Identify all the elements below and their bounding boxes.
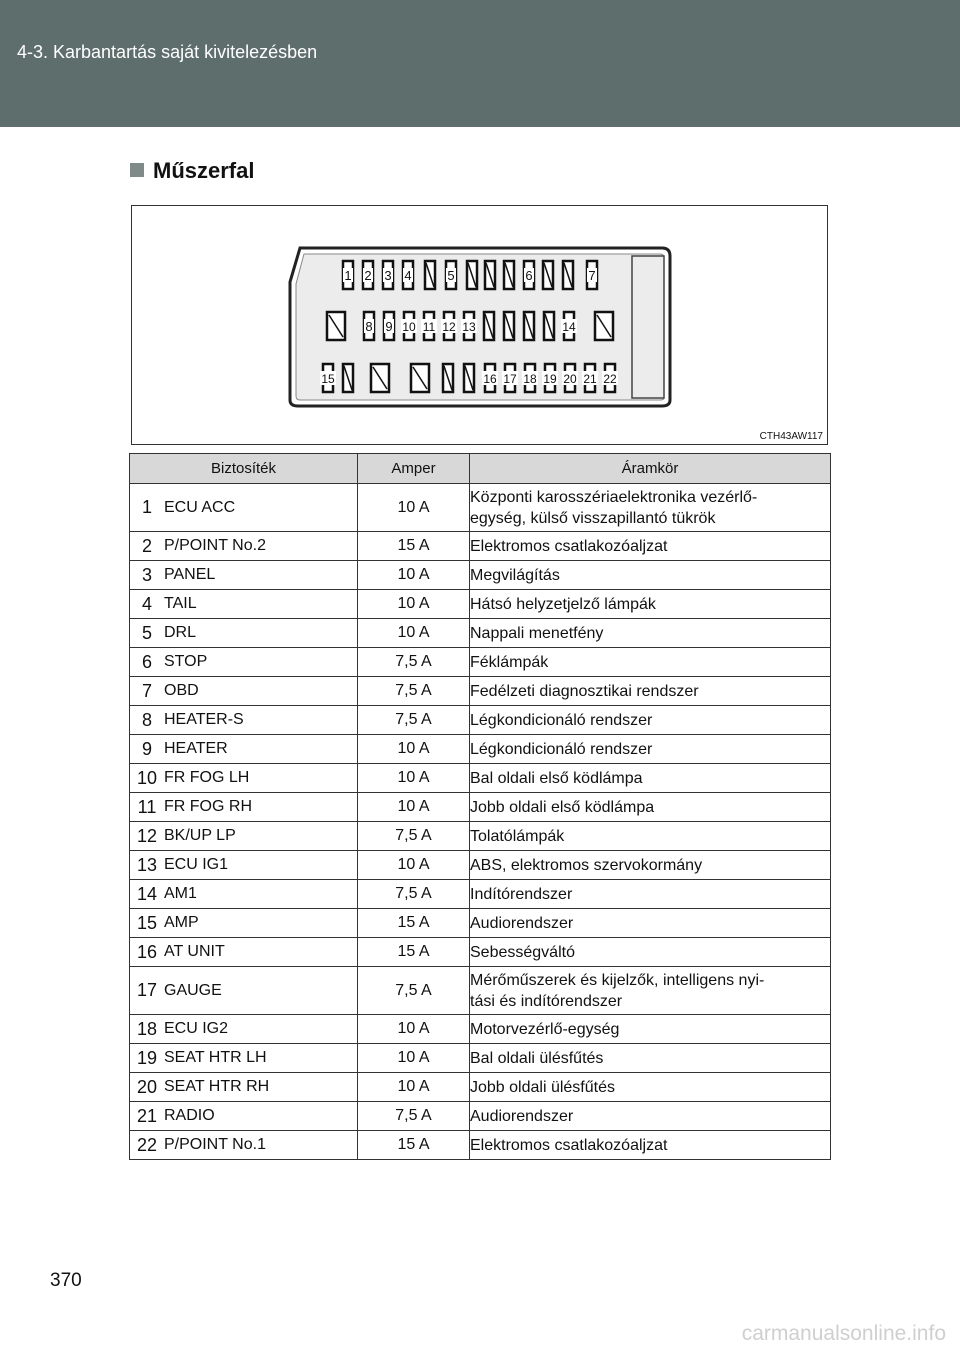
fuse-circuit: [470, 561, 831, 590]
circuit-line: Bal oldali ülésfűtés: [470, 1049, 604, 1067]
fuse-slot-label: 12: [442, 320, 456, 334]
table-row: [130, 938, 831, 967]
fuse-number: 11: [130, 793, 165, 822]
fuse-circuit: [470, 1044, 831, 1073]
column-header-circuit: Áramkör: [470, 454, 831, 484]
fuse-number: 13: [130, 851, 165, 880]
fuse-slot-label: 11: [422, 320, 436, 334]
circuit-line: Fedélzeti diagnosztikai rendszer: [470, 682, 699, 700]
fuse-slot-label: 13: [462, 320, 476, 334]
fuse-circuit: [470, 909, 831, 938]
fuse-amperage: 10 A: [358, 590, 470, 619]
circuit-line: Jobb oldali első ködlámpa: [470, 798, 655, 816]
watermark: carmanualsonline.info: [741, 1322, 946, 1345]
table-header-row: [130, 454, 831, 484]
fuse-slot-label: 18: [523, 372, 537, 386]
circuit-line: Audiorendszer: [470, 1107, 574, 1125]
fuse-table: [129, 453, 831, 1160]
fuse-name: FR FOG LH: [164, 764, 358, 793]
page-header: [0, 0, 960, 127]
fuse-slot-label: 3: [384, 268, 392, 283]
fuse-circuit: [470, 1131, 831, 1160]
fuse-circuit: [470, 590, 831, 619]
fuse-amperage: 7,5 A: [358, 648, 470, 677]
fuse-number: 14: [130, 880, 165, 909]
circuit-line: Elektromos csatlakozóaljzat: [470, 1136, 668, 1154]
table-row: [130, 484, 831, 532]
fuse-slot-label: 4: [404, 268, 412, 283]
circuit-line: Megvilágítás: [470, 566, 560, 584]
fuse-circuit: [470, 938, 831, 967]
table-row: [130, 590, 831, 619]
fuse-amperage: 10 A: [358, 1015, 470, 1044]
fuse-name: SEAT HTR LH: [164, 1044, 358, 1073]
fuse-number: 4: [130, 590, 165, 619]
square-bullet-icon: [130, 163, 144, 177]
fuse-circuit: [470, 532, 831, 561]
fuse-circuit: [470, 1102, 831, 1131]
table-row: [130, 793, 831, 822]
circuit-line: Bal oldali első ködlámpa: [470, 769, 643, 787]
page-number: 370: [50, 1270, 82, 1291]
fuse-amperage: 10 A: [358, 619, 470, 648]
fuse-slot-label: 20: [563, 372, 577, 386]
circuit-line: Nappali menetfény: [470, 624, 604, 642]
fuse-circuit: [470, 706, 831, 735]
fuse-circuit: [470, 967, 831, 1015]
fuse-slot-label: 17: [503, 372, 517, 386]
table-row: [130, 822, 831, 851]
fuse-amperage: 7,5 A: [358, 967, 470, 1015]
figure-code: CTH43AW117: [759, 431, 823, 442]
section-heading: [130, 158, 254, 184]
fuse-circuit: [470, 764, 831, 793]
column-header-fuse: Biztosíték: [130, 454, 358, 484]
circuit-line: Központi karosszériaelektronika vezérlő-: [470, 488, 758, 506]
fuse-circuit: [470, 880, 831, 909]
circuit-line: Mérőműszerek és kijelzők, intelligens nyi-: [470, 971, 765, 989]
table-row: [130, 880, 831, 909]
fuse-circuit: [470, 619, 831, 648]
fuse-number: 15: [130, 909, 165, 938]
fuse-circuit: [470, 1073, 831, 1102]
table-row: [130, 735, 831, 764]
fuse-name: ECU IG1: [164, 851, 358, 880]
fuse-slot-label: 5: [447, 268, 455, 283]
fuse-amperage: 10 A: [358, 561, 470, 590]
fuse-number: 10: [130, 764, 165, 793]
fuse-amperage: 7,5 A: [358, 880, 470, 909]
fuse-number: 21: [130, 1102, 165, 1131]
fuse-name: P/POINT No.1: [164, 1131, 358, 1160]
circuit-line: egység, külső visszapillantó tükrök: [470, 509, 716, 527]
table-row: [130, 532, 831, 561]
fuse-amperage: 10 A: [358, 1073, 470, 1102]
fuse-number: 20: [130, 1073, 165, 1102]
table-row: [130, 1044, 831, 1073]
table-row: [130, 706, 831, 735]
circuit-line: Féklámpák: [470, 653, 549, 671]
fuse-slot-label: 15: [321, 372, 335, 386]
fuse-amperage: 15 A: [358, 938, 470, 967]
fuse-name: PANEL: [164, 561, 358, 590]
fuse-number: 22: [130, 1131, 165, 1160]
fuse-amperage: 10 A: [358, 793, 470, 822]
fuse-slot-label: 10: [402, 320, 416, 334]
fuse-circuit: [470, 1015, 831, 1044]
fuse-name: GAUGE: [164, 967, 358, 1015]
fuse-circuit: [470, 822, 831, 851]
fuse-circuit: [470, 793, 831, 822]
fuse-slot-label: 2: [364, 268, 372, 283]
fuse-amperage: 15 A: [358, 1131, 470, 1160]
circuit-line: Motorvezérlő-egység: [470, 1020, 620, 1038]
fuse-number: 6: [130, 648, 165, 677]
fuse-number: 8: [130, 706, 165, 735]
fuse-amperage: 7,5 A: [358, 822, 470, 851]
table-row: [130, 677, 831, 706]
fuse-amperage: 15 A: [358, 532, 470, 561]
fuse-slot-label: 1: [344, 268, 352, 283]
fuse-box-cover-slot: [632, 256, 664, 398]
table-row: [130, 909, 831, 938]
circuit-line: Elektromos csatlakozóaljzat: [470, 537, 668, 555]
fuse-amperage: 7,5 A: [358, 706, 470, 735]
section-title: Műszerfal: [153, 158, 255, 183]
fuse-slot-label: 14: [562, 320, 576, 334]
circuit-line: Indítórendszer: [470, 885, 573, 903]
fuse-name: OBD: [164, 677, 358, 706]
circuit-line: Légkondicionáló rendszer: [470, 711, 653, 729]
fuse-name: AM1: [164, 880, 358, 909]
fuse-amperage: 10 A: [358, 764, 470, 793]
fuse-name: FR FOG RH: [164, 793, 358, 822]
table-row: [130, 648, 831, 677]
fuse-number: 16: [130, 938, 165, 967]
table-row: [130, 764, 831, 793]
chapter-title: 4-3. Karbantartás saját kivitelezésben: [17, 42, 318, 62]
fuse-slot-label: 22: [603, 372, 617, 386]
fuse-name: TAIL: [164, 590, 358, 619]
fuse-circuit: [470, 648, 831, 677]
fuse-slot-label: 21: [583, 372, 597, 386]
fuse-amperage: 10 A: [358, 735, 470, 764]
fuse-name: SEAT HTR RH: [164, 1073, 358, 1102]
circuit-line: Tolatólámpák: [470, 827, 565, 845]
fuse-name: STOP: [164, 648, 358, 677]
circuit-line: Hátsó helyzetjelző lámpák: [470, 595, 656, 613]
fuse-slot-label: 16: [483, 372, 497, 386]
column-header-amper: Amper: [358, 454, 470, 484]
table-row: [130, 851, 831, 880]
fuse-slot-label: 7: [588, 268, 596, 283]
table-row: [130, 1015, 831, 1044]
fuse-circuit: [470, 677, 831, 706]
fuse-name: AT UNIT: [164, 938, 358, 967]
fuse-name: HEATER-S: [164, 706, 358, 735]
fuse-box-drawing: [132, 206, 827, 444]
fuse-amperage: 10 A: [358, 1044, 470, 1073]
circuit-line: Jobb oldali ülésfűtés: [470, 1078, 615, 1096]
fuse-slot-label: 6: [525, 268, 533, 283]
fuse-amperage: 15 A: [358, 909, 470, 938]
circuit-line: Légkondicionáló rendszer: [470, 740, 653, 758]
fuse-number: 7: [130, 677, 165, 706]
fuse-name: HEATER: [164, 735, 358, 764]
fuse-amperage: 7,5 A: [358, 1102, 470, 1131]
fuse-circuit: [470, 735, 831, 764]
table-row: [130, 619, 831, 648]
fuse-name: DRL: [164, 619, 358, 648]
fuse-number: 3: [130, 561, 165, 590]
fuse-number: 5: [130, 619, 165, 648]
circuit-line: Sebességváltó: [470, 943, 575, 961]
fuse-number: 19: [130, 1044, 165, 1073]
fuse-number: 18: [130, 1015, 165, 1044]
fuse-amperage: 7,5 A: [358, 677, 470, 706]
table-row: [130, 967, 831, 1015]
fuse-number: 1: [130, 484, 165, 532]
table-row: [130, 1131, 831, 1160]
fuse-number: 9: [130, 735, 165, 764]
fuse-number: 12: [130, 822, 165, 851]
fuse-name: AMP: [164, 909, 358, 938]
circuit-line: tási és indítórendszer: [470, 992, 623, 1010]
fuse-number: 2: [130, 532, 165, 561]
fuse-circuit: [470, 851, 831, 880]
fuse-name: ECU ACC: [164, 484, 358, 532]
circuit-line: ABS, elektromos szervokormány: [470, 856, 703, 874]
fuse-amperage: 10 A: [358, 851, 470, 880]
fuse-name: P/POINT No.2: [164, 532, 358, 561]
fuse-name: RADIO: [164, 1102, 358, 1131]
fuse-circuit: [470, 484, 831, 532]
fuse-slot-label: 19: [543, 372, 557, 386]
fuse-number: 17: [130, 967, 165, 1015]
table-row: [130, 1073, 831, 1102]
circuit-line: Audiorendszer: [470, 914, 574, 932]
table-row: [130, 1102, 831, 1131]
fuse-box-diagram: [131, 205, 828, 445]
fuse-name: ECU IG2: [164, 1015, 358, 1044]
fuse-name: BK/UP LP: [164, 822, 358, 851]
fuse-slot-label: 8: [365, 319, 373, 334]
fuse-amperage: 10 A: [358, 484, 470, 532]
fuse-slot-label: 9: [385, 319, 393, 334]
table-row: [130, 561, 831, 590]
